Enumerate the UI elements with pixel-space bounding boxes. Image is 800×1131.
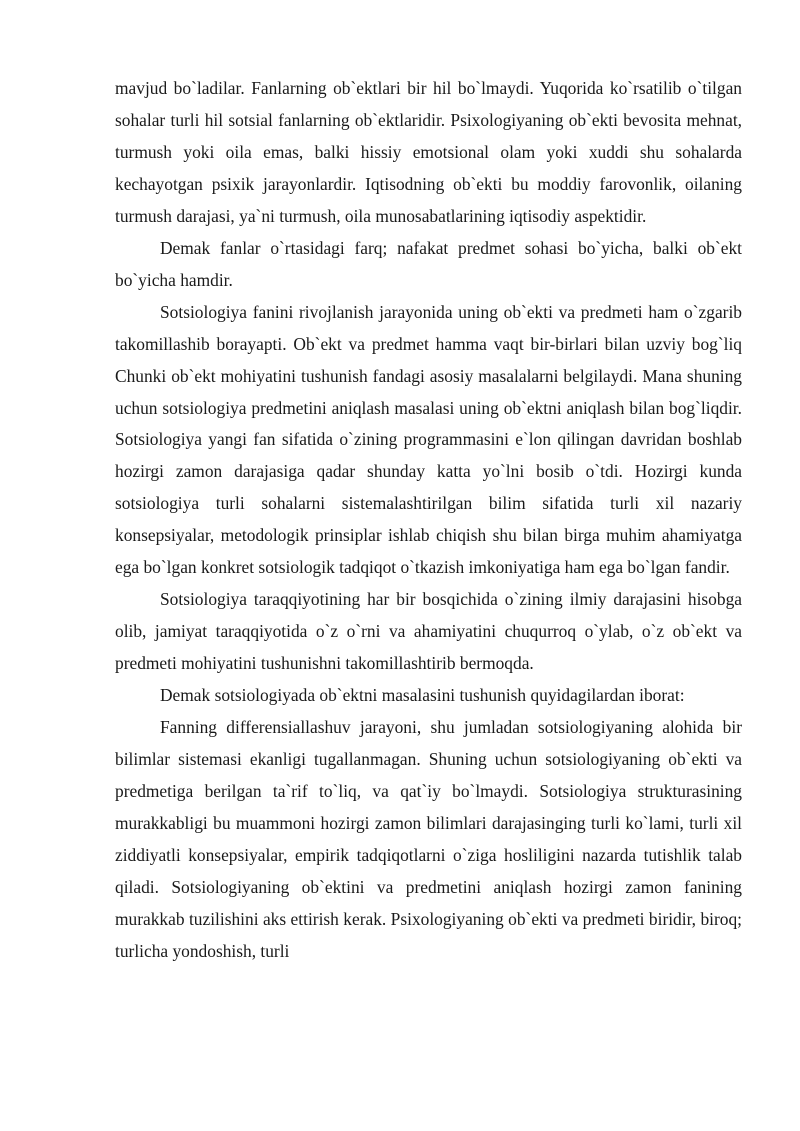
paragraph-5: Demak sotsiologiyada ob`ektni masalasini tushunish quyidagilardan iborat: bbox=[160, 685, 685, 706]
paragraph-6: Fanning differensiallashuv jarayoni, shu jumladan sotsiologiyaning alohida bir bilimlar sistemasi ekanligi tugallanmagan. Shuning uchun sotsiologiyaning ob`ekti va predmetiga berilgan ta`rif to`liq, va qat`iy bo`lmaydi. Sotsiologiya strukturasining murakkabligi bu muammoni hozirgi zamon bilimlari darajasinging turli ko`lami, turli xil ziddiyatli konsepsiyalar, empirik tadqiqotlarni o`ziga hosliligini nazarda tutishlik talab qiladi. Sotsiologiyaning ob`ektini va predmetini aniqlash hozirgi zamon fanining murakkab tuzilishini aks ettirish kerak. Psixologiyaning ob`ekti va predmeti biridir, biroq; turlicha yondoshish, turli bbox=[115, 717, 742, 961]
document-page bbox=[115, 73, 742, 968]
paragraph-4: Sotsiologiya taraqqiyotining har bir bosqichida o`zining ilmiy darajasini hisobga olib, jamiyat taraqqiyotida o`z o`rni va ahamiyatini chuqurroq o`ylab, o`z ob`ekt va predmeti mohiyatini tushunishni takomillashtirib bermoqda. bbox=[115, 589, 742, 674]
paragraph-1: mavjud bo`ladilar. Fanlarning ob`ektlari bir hil bo`lmaydi. Yuqorida ko`rsatilib o`tilgan sohalar turli hil sotsial fanlarning ob`ektlaridir. Psixologiyaning ob`ekti bevosita mehnat, turmush yoki oila emas, balki hissiy emotsional olam yoki xuddi shu sohalarda kechayotgan psixik jarayonlardir. Iqtisodning ob`ekti bu moddiy farovonlik, oilaning turmush darajasi, ya`ni turmush, oila munosabatlarining iqtisodiy aspektidir. bbox=[115, 78, 742, 226]
paragraph-3: Sotsiologiya fanini rivojlanish jarayonida uning ob`ekti va predmeti ham o`zgarib takomillashib borayapti. Ob`ekt va predmet hamma vaqt bir-birlari bilan uzviy bog`liq Chunki ob`ekt mohiyatini tushunish fandagi asosiy masalalarni belgilaydi. Mana shuning uchun sotsiologiya predmetini aniqlash masalasi uning ob`ektni aniqlash bilan bog`liqdir. Sotsiologiya yangi fan sifatida o`zining programmasini e`lon qilingan davridan boshlab hozirgi zamon darajasiga qadar shunday katta yo`lni bosib o`tdi. Hozirgi kunda sotsiologiya turli sohalarni sistemalashtirilgan bilim sifatida turli xil nazariy konsepsiyalar, metodologik prinsiplar ishlab chiqish shu bilan birga muhim ahamiyatga ega bo`lgan konkret sotsiologik tadqiqot o`tkazish imkoniyatiga ham ega bo`lgan fandir. bbox=[115, 301, 742, 578]
paragraph-2: Demak fanlar o`rtasidagi farq; nafakat predmet sohasi bo`yicha, balki ob`ekt bo`yicha hamdir. bbox=[115, 237, 742, 290]
